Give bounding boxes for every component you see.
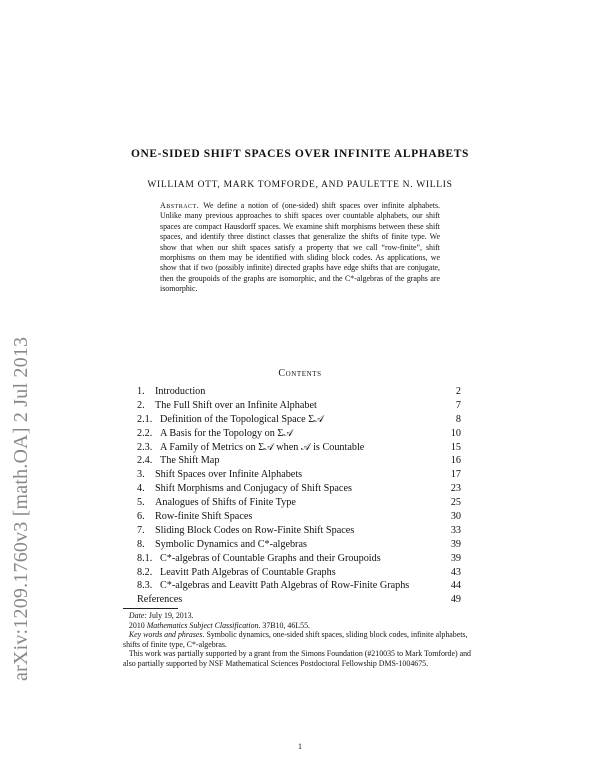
toc-entry-title: Definition of the Topological Space Σ𝒜 (160, 413, 324, 425)
toc-entry-page: 44 (450, 580, 461, 592)
toc-entry-page: 39 (450, 538, 461, 550)
toc-entry[interactable] (137, 427, 461, 441)
toc-entry-page: 10 (450, 427, 461, 439)
toc-entry-title: Introduction (155, 386, 206, 397)
toc-entry-number: 7. (137, 524, 145, 536)
toc-entry-number: 2.3. (137, 441, 153, 453)
arxiv-identifier: arXiv:1209.1760v3 [math.OA] 2 Jul 2013 (10, 336, 32, 681)
toc-entry[interactable] (137, 538, 461, 552)
abstract-text: We define a notion of (one-sided) shift spaces over infinite alphabets. Unlike many previous approaches to shift spaces over countable alphabets, our shift spaces are compact Hausdorff spaces. We examine shift morphisms between these shift spaces, and identify three distinct classes that generalize the shifts of finite type. We show that when our shift spaces satisfy a property that we call “row-finite”, shift morphisms on them may be identified with sliding block codes. As applications, we show that if two (possibly infinite) directed graphs have edge shifts that are conjugate, then the groupoids of the graphs are isomorphic, and the C*-algebras of the graphs are isomorphic. (160, 201, 440, 294)
toc-entry-number: 8. (137, 538, 145, 550)
page-number: 1 (298, 742, 302, 751)
toc-entry-page: 43 (450, 566, 461, 578)
toc-entry-page: 25 (450, 497, 461, 509)
toc-entry-title: A Family of Metrics on Σ𝒜 when 𝒜 is Countable (160, 441, 365, 453)
toc-entry-title: Leavitt Path Algebras of Countable Graphs (160, 566, 336, 578)
toc-entry-page: 39 (450, 552, 461, 564)
footnotes (123, 611, 478, 669)
toc-entry-page: 16 (450, 455, 461, 467)
paper-title: ONE-SIDED SHIFT SPACES OVER INFINITE ALPHABETS (130, 148, 470, 160)
toc-entry[interactable] (137, 552, 461, 566)
toc-entry[interactable] (137, 593, 461, 607)
toc-entry-number: 8.1. (137, 552, 153, 564)
toc-entry[interactable] (137, 579, 461, 593)
footnote-date: Date: July 19, 2013. (128, 611, 194, 620)
toc-entry-page: 2 (455, 386, 461, 397)
toc-entry-number: 2. (137, 399, 145, 411)
toc-entry[interactable] (137, 496, 461, 510)
toc-entry-number: 3. (137, 469, 145, 481)
toc-entry[interactable] (137, 482, 461, 496)
toc-entry[interactable] (137, 454, 461, 468)
toc-entry-title: Symbolic Dynamics and C*-algebras (155, 538, 307, 550)
toc-entry[interactable] (137, 413, 461, 427)
toc-entry-title: Shift Morphisms and Conjugacy of Shift Spaces (155, 483, 352, 495)
toc-entry-title: Row-finite Shift Spaces (155, 511, 253, 523)
footnote-support: This work was partially supported by a grant from the Simons Foundation (#210035 to Mark Tomforde) and also partially supported by NSF Mathematical Sciences Postdoctoral Fellowship DMS-1004675. (123, 649, 471, 668)
toc-entry-title: Analogues of Shifts of Finite Type (155, 497, 296, 509)
toc-entry-number: 4. (137, 483, 145, 495)
toc-entry[interactable] (137, 385, 461, 399)
toc-entry-number: 1. (137, 386, 145, 397)
toc-entry[interactable] (137, 468, 461, 482)
toc-entry-page: 30 (450, 511, 461, 523)
toc-entry-page: 17 (450, 469, 461, 481)
toc-entry-number: 2.1. (137, 413, 153, 425)
toc-entry-number: 8.3. (137, 580, 153, 592)
toc-entry[interactable] (137, 524, 461, 538)
toc-entry-title: A Basis for the Topology on Σ𝒜 (160, 427, 293, 439)
contents-heading: Contents (278, 368, 322, 379)
abstract-heading: Abstract. (160, 201, 200, 210)
toc-entry-title: The Shift Map (160, 455, 220, 467)
toc-entry-page: 33 (450, 524, 461, 536)
paper-authors: WILLIAM OTT, MARK TOMFORDE, AND PAULETTE N. WILLIS (147, 180, 453, 190)
toc-entry-page: 7 (455, 399, 461, 411)
toc-entry[interactable] (137, 510, 461, 524)
toc-entry-title: C*-algebras of Countable Graphs and their Groupoids (160, 552, 381, 564)
toc-entry-title: C*-algebras and Leavitt Path Algebras of Row-Finite Graphs (160, 580, 410, 592)
footnote-msc: 2010 Mathematics Subject Classification. 37B10, 46L55. (128, 620, 310, 630)
footnote-keywords: Key words and phrases. Symbolic dynamics, one-sided shift spaces, sliding block codes, infinite alphabets, shifts of finite type, C*-algebras. (123, 630, 468, 649)
toc-entry-number: 2.4. (137, 455, 153, 467)
table-of-contents (137, 385, 461, 607)
toc-entry-number: 6. (137, 511, 145, 523)
toc-entry-number: 5. (137, 497, 145, 509)
toc-entry[interactable] (137, 441, 461, 455)
toc-entry[interactable] (137, 399, 461, 413)
toc-entry[interactable] (137, 566, 461, 580)
abstract (160, 201, 440, 295)
toc-entry-title: Shift Spaces over Infinite Alphabets (155, 469, 303, 481)
toc-entry-title: Sliding Block Codes on Row-Finite Shift Spaces (155, 524, 355, 536)
toc-entry-page: 8 (455, 413, 461, 425)
toc-entry-number: 8.2. (137, 566, 153, 578)
toc-entry-page: 49 (450, 594, 461, 606)
toc-entry-title: The Full Shift over an Infinite Alphabet (155, 399, 317, 411)
toc-entry-page: 15 (450, 441, 461, 453)
toc-entry-number: 2.2. (137, 427, 153, 439)
footnote-rule (123, 608, 178, 609)
toc-entry-title: References (137, 594, 183, 606)
toc-entry-page: 23 (450, 483, 461, 495)
